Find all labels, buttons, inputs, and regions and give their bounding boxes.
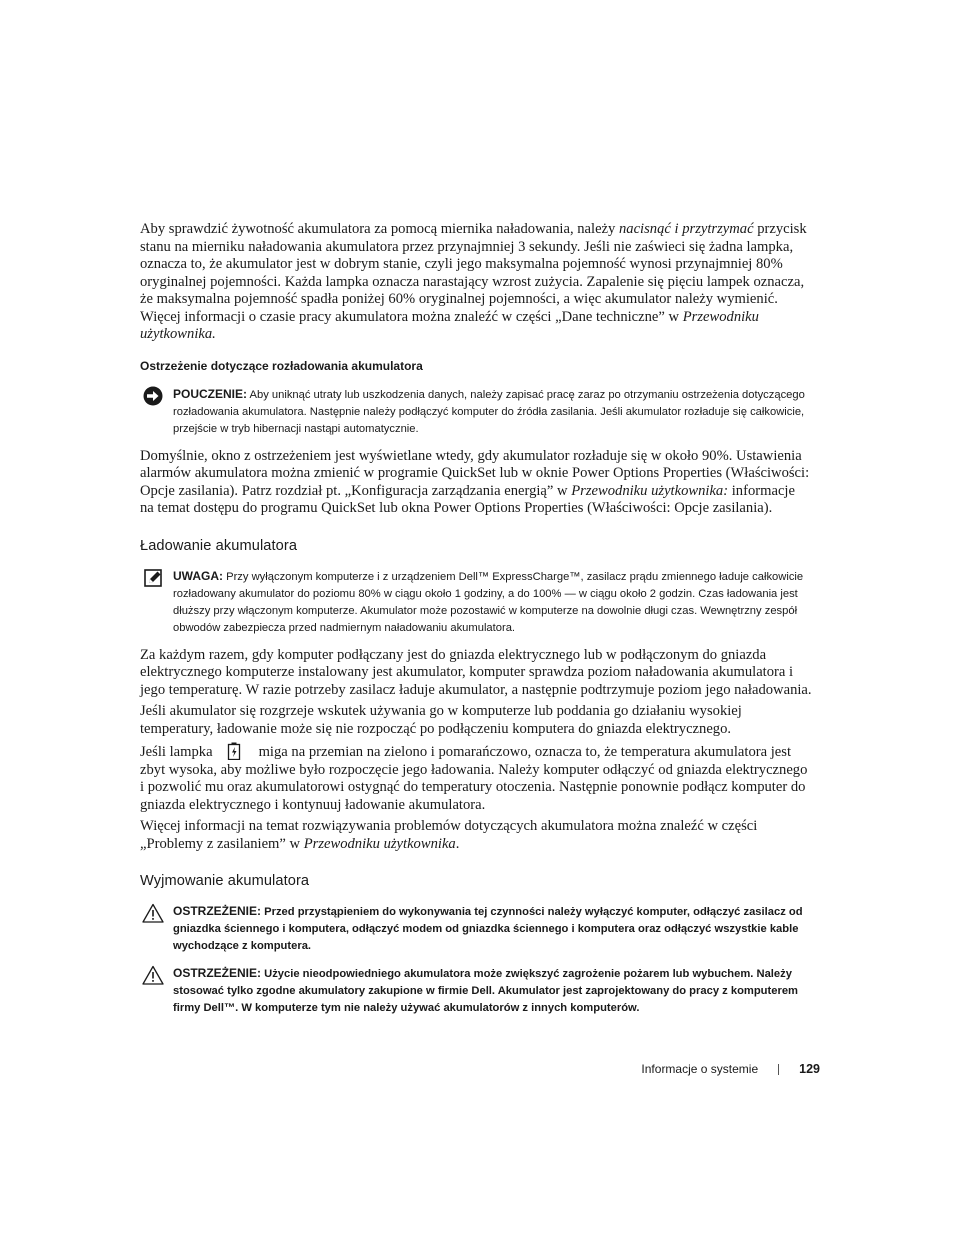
ui-label: Power Options Properties: [572, 465, 722, 481]
paragraph-troubleshooting: [140, 818, 812, 853]
notice-icon: [142, 386, 164, 406]
heading-charging: Ładowanie akumulatora: [140, 537, 298, 554]
ui-label: Power Options Properties: [433, 500, 584, 516]
warning-text: Przed przystąpieniem do wykonywania tej czynności należy wyłączyć komputer, odłączyć zasilacz od gniazdka ściennego i komputera, odłączyć modem od gniazdka ściennego i komputera oraz odłączyć wszystkie kable wychodzące z komputera.: [173, 906, 803, 952]
text: przycisk stanu na mierniku naładowania akumulatora przez przynajmniej 3 sekundy. Jeśli nie zaświeci się żadna lampka, oznacza to, że akumulator jest w dobrym stanie, czyli jego maksymalna pojemność wynosi przynajmniej 80% oryginalnej pojemności. Każda lampka oznacza narastający wzrost zużycia. Zapalenie się pięciu lampek oznacza, że maksymalna pojemność spadła poniżej 60% oryginalnej pojemności, a więc akumulator należy wymienić. Więcej informacji o czasie pracy akumulatora można znaleźć w części „Dane techniczne” w: [140, 221, 807, 325]
text: Aby sprawdzić żywotność akumulatora za pomocą miernika naładowania, należy: [140, 221, 619, 237]
paragraph-battery-light: [140, 742, 812, 814]
note-text: Przy wyłączonym komputerze i z urządzeniem Dell™ ExpressCharge™, zasilacz prądu zmiennego ładuje całkowicie rozładowany akumulator do poziomu 80% w ciągu około 1 godziny, a do 100% — w ciągu około 2 godzin. Czas ładowania jest dłuższy przy włączonym komputerze. Akumulator może pozostawić w komputerze na dowolnie długi czas. Wewnętrzny zespół obwodów zabezpiecza przed nadmiernym naładowaniu akumulatora.: [173, 570, 804, 634]
emphasis: Przewodniku użytkownika:: [571, 482, 729, 499]
page-content: [140, 221, 812, 1027]
text: informacje na temat dostępu do programu QuickSet lub okna: [140, 482, 795, 516]
warning-label: OSTRZEŻENIE:: [173, 966, 262, 980]
notice-text: Aby uniknąć utraty lub uszkodzenia danych, należy zapisać pracę zaraz po otrzymaniu ostrzeżenia dotyczącego rozładowania akumulatora. Następnie należy podłączyć komputer do źródła zasilania. Jeśli akumulator rozładuje się całkowicie, przejście w tryb hibernacji nastąpi automatycznie.: [173, 388, 805, 435]
warning-label: OSTRZEŻENIE:: [173, 904, 262, 918]
pencil-note-icon: [142, 568, 164, 588]
notice-label: POUCZENIE:: [173, 386, 248, 401]
paragraph-charging-check: Za każdym razem, gdy komputer podłączany jest do gniazda elektrycznego lub w podłączonym do gniazda elektrycznego komputerze instalowany jest akumulator, komputer sprawdza poziom naładowania akumulatora i jego temperaturę. W razie potrzeby zasilacz ładuje akumulator, a następnie podtrzymuje poziom jego naładowania.: [140, 646, 812, 698]
footer-section-title: Informacje o systemie: [641, 1062, 759, 1076]
emphasis: Przewodniku użytkownika.: [140, 308, 759, 342]
heading-discharge-warning: Ostrzeżenie dotyczące rozładowania akumulatora: [140, 358, 423, 373]
paragraph-battery-check: [140, 221, 812, 344]
text: (Właściwości: Opcje zasilania).: [583, 500, 773, 516]
warning-block-2: [140, 965, 812, 1017]
warning-icon: [142, 903, 164, 923]
text: Jeśli lampka: [140, 744, 213, 760]
warning-block-1: [140, 903, 812, 955]
note-label: UWAGA:: [173, 568, 223, 583]
text: (Właściwości: Opcje zasilania). Patrz rozdział pt. „Konfiguracja zarządzania energią” w: [140, 465, 810, 499]
emphasis: Przewodniku użytkownika: [303, 835, 456, 852]
emphasis: nacisnąć i przytrzymać: [618, 221, 754, 237]
warning-icon: [142, 965, 164, 985]
footer-divider: [778, 1064, 779, 1075]
warning-text: Użycie nieodpowiedniego akumulatora może zwiększyć zagrożenie pożarem lub wybuchem. Należy stosować tylko zgodne akumulatory zakupione w firmie Dell. Akumulator jest zaprojektowany do pracy z komputerem firmy Dell™. W komputerze tym nie należy używać akumulatorów z innych komputerów.: [173, 968, 798, 1014]
note-block: [140, 568, 812, 637]
text: Domyślnie, okno z ostrzeżeniem jest wyświetlane wtedy, gdy akumulator rozładuje się w około 90%. Ustawienia alarmów akumulatora można zmienić w programie QuickSet lub w oknie: [140, 447, 802, 481]
notice-block: [140, 386, 812, 438]
text: miga na przemian na zielono i pomarańczowo, oznacza to, że temperatura akumulatora jest zbyt wysoka, aby możliwe było rozpoczęcie jego ładowania. Należy komputer odłączyć od gniazda elektrycznego i pozwolić mu oraz akumulatorowi ostygnąć do temperatury otoczenia. Następnie ponownie podłącz komputer do gniazda elektrycznego i kontynuuj ładowanie akumulatora.: [140, 744, 808, 813]
text: .: [455, 835, 460, 852]
page-number: 129: [799, 1062, 820, 1076]
heading-removal: Wyjmowanie akumulatora: [140, 873, 310, 889]
paragraph-overheat: Jeśli akumulator się rozgrzeje wskutek używania go w komputerze lub poddania go działaniu wysokiej temperatury, ładowanie może się nie rozpocząć po podłączeniu komputera do gniazda elektrycznego.: [140, 703, 742, 737]
paragraph-alarm-settings: [140, 448, 812, 518]
page-footer: [641, 1062, 820, 1076]
text: Więcej informacji na temat rozwiązywania problemów dotyczących akumulatora można znaleźć w części „Problemy z zasilaniem” w: [140, 818, 758, 852]
battery-icon: [227, 742, 241, 760]
